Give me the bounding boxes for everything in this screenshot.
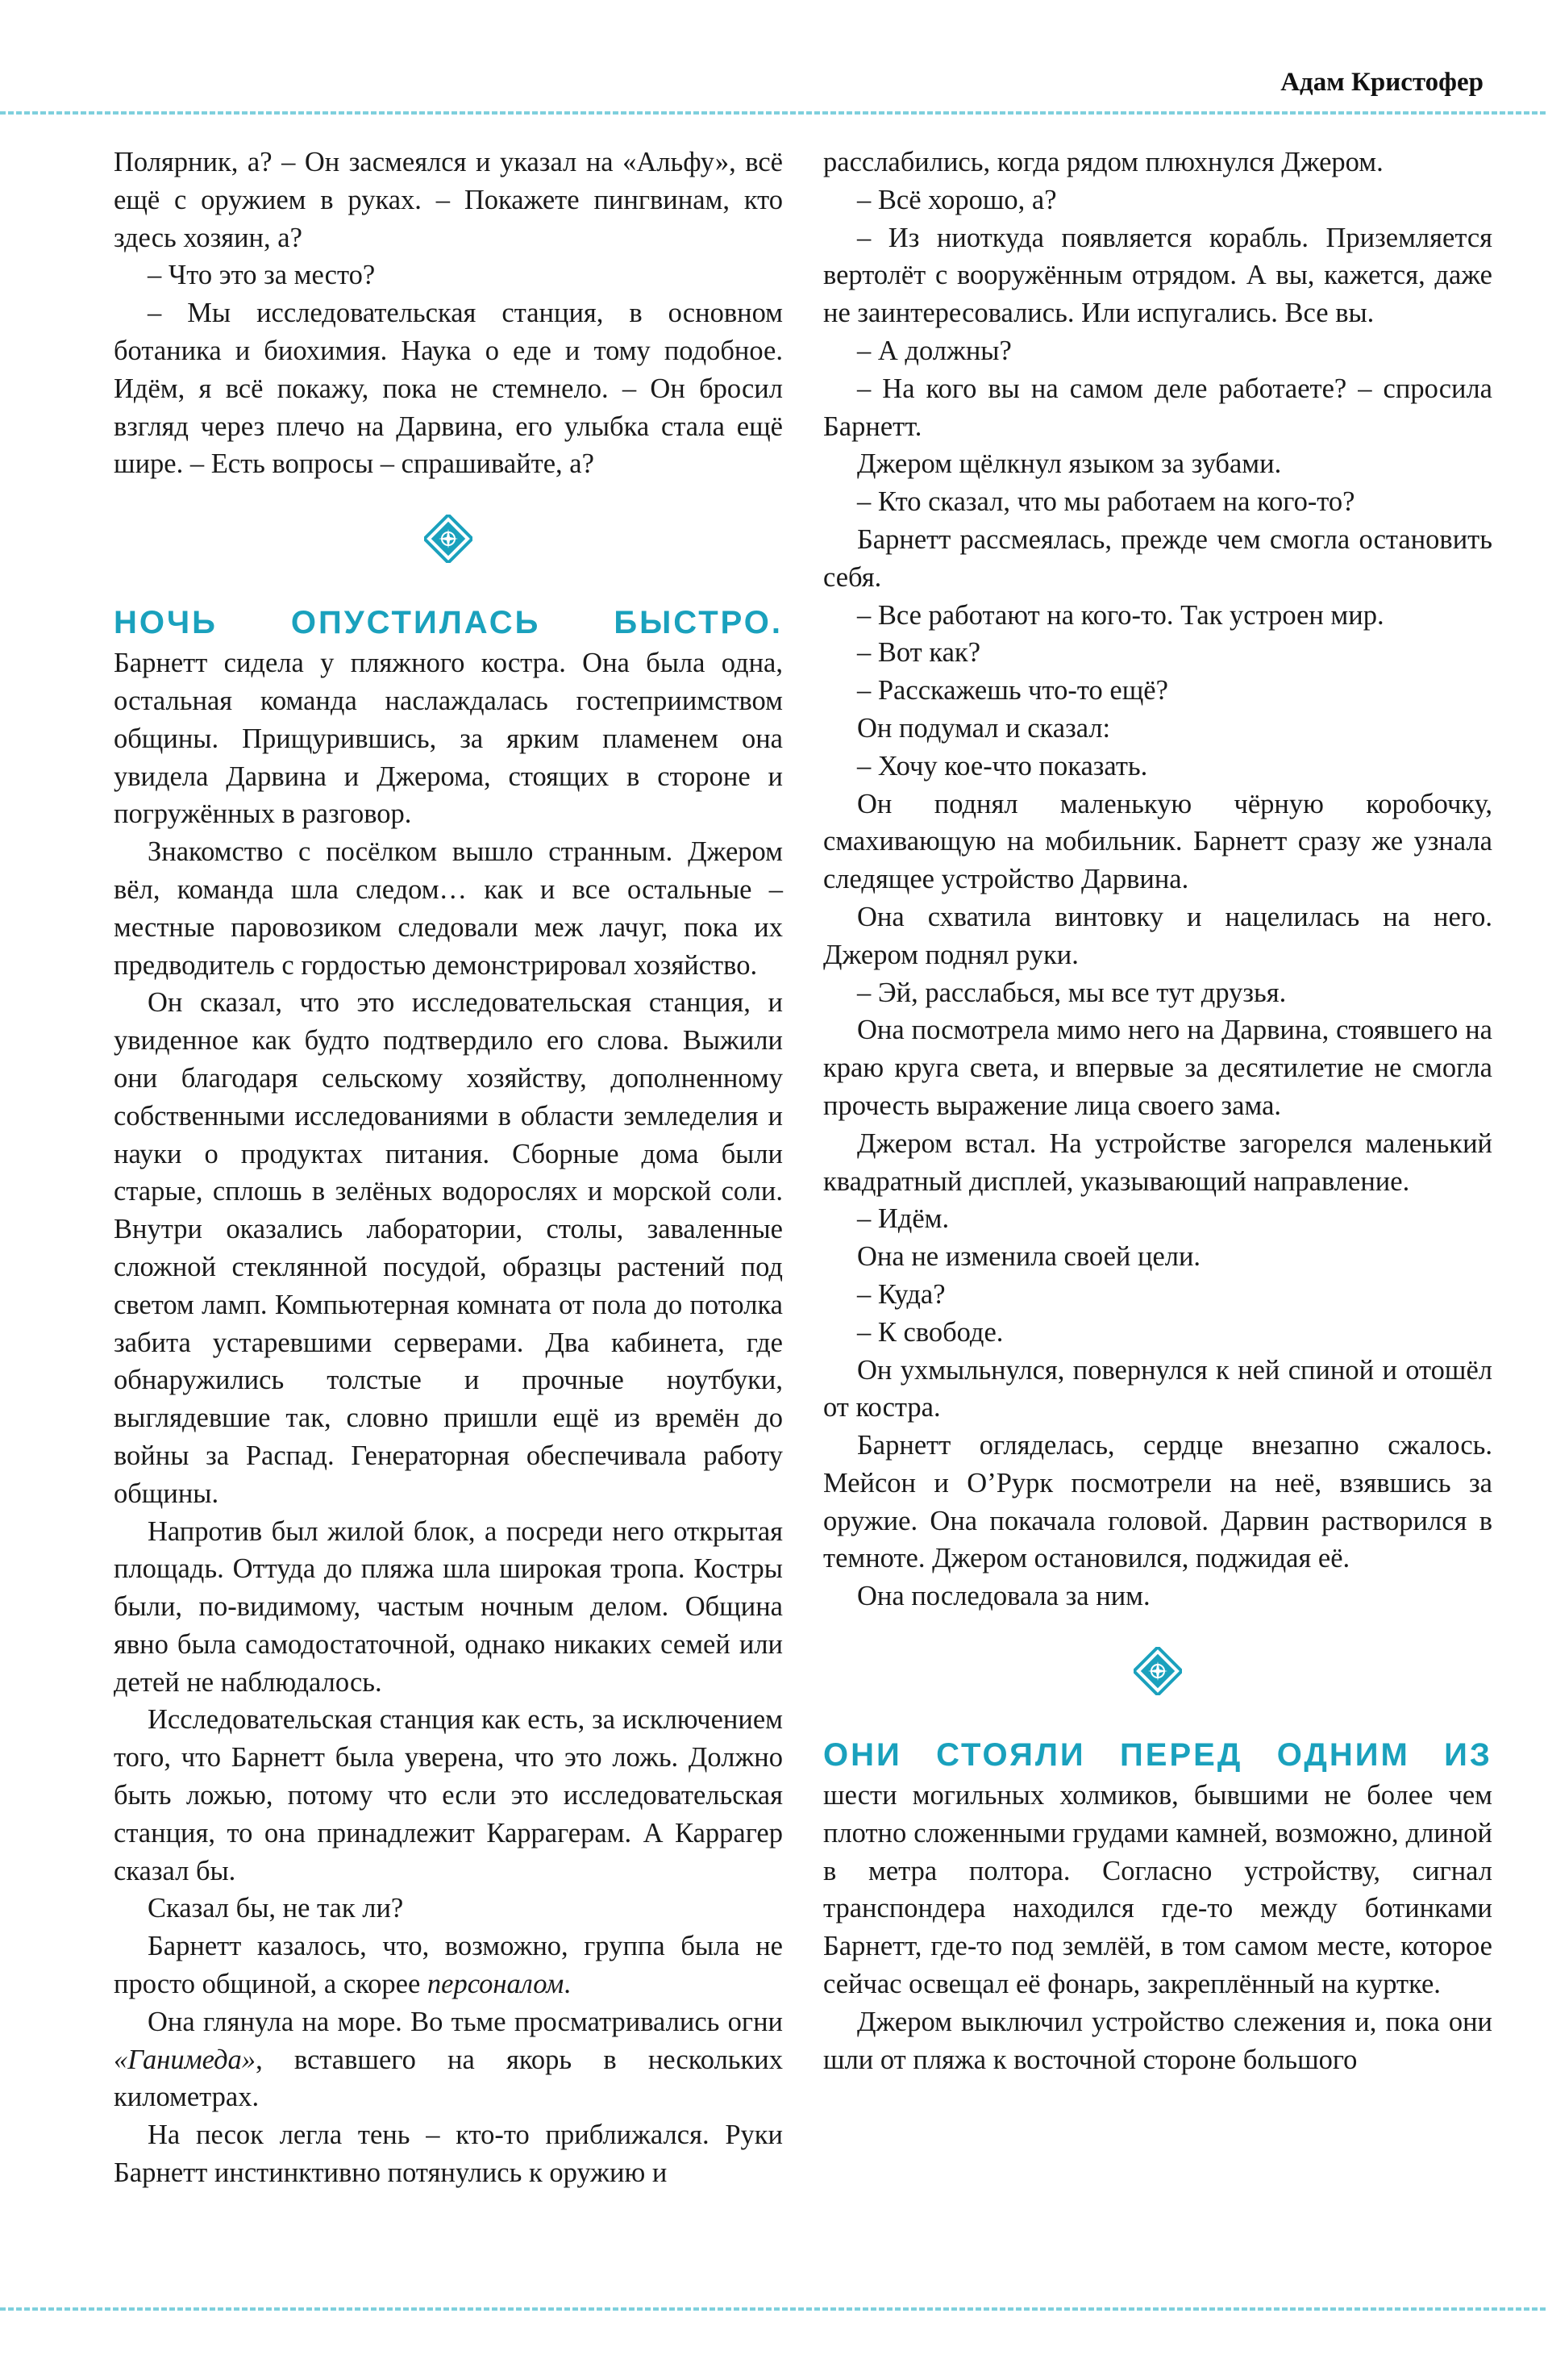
- paragraph: Сказал бы, не так ли?: [148, 1893, 404, 1924]
- section-heading: НОЧЬ ОПУСТИЛАСЬ БЫСТРО.: [114, 605, 783, 641]
- paragraph: – Вот как?: [857, 637, 981, 669]
- paragraph: Полярник, а? – Он засмеялся и указал на «Альфу», всё ещё с оружием в руках. – Покажете пингвинам, кто здесь хозяин, а?: [114, 147, 783, 253]
- paragraph: – Из ниоткуда появляется корабль. Приземляется вертолёт с вооружённым отрядом. А вы, кажется, даже не заинтересовались. Или испугались. Все вы.: [823, 222, 1492, 329]
- text-run: , вставшего на якорь в нескольких километрах.: [114, 2044, 783, 2113]
- paragraph: Джером выключил устройство слежения и, пока они шли от пляжа к восточной стороне большого: [823, 2006, 1492, 2075]
- paragraph: Барнетт огляделась, сердце внезапно сжалось. Мейсон и О’Рурк посмотрели на неё, взявшись за оружие. Она покачала головой. Дарвин растворился в темноте. Джером остановился, поджидая её.: [823, 1430, 1492, 1574]
- paragraph: – Кто сказал, что мы работаем на кого-то?: [857, 486, 1355, 518]
- emphasis: персоналом: [427, 1969, 564, 2000]
- paragraph: [114, 1928, 783, 2003]
- section-divider: [823, 1615, 1492, 1736]
- right-column: [823, 144, 1492, 2078]
- paragraph: Он подумал и сказал:: [857, 712, 1111, 744]
- running-header-author: Адам Кристофер: [1280, 68, 1484, 97]
- paragraph: расслабились, когда рядом плюхнулся Джером.: [823, 147, 1384, 177]
- section-heading: ОНИ СТОЯЛИ ПЕРЕД ОДНИМ ИЗ: [823, 1737, 1492, 1774]
- paragraph: Исследовательская станция как есть, за исключением того, что Барнетт была уверена, что это ложь. Должно быть ложью, потому что если это исследовательская станция, то она принадлежит Каррагерам. А Каррагер сказал бы.: [114, 1704, 783, 1886]
- paragraph: Он ухмыльнулся, повернулся к ней спиной и отошёл от костра.: [823, 1354, 1492, 1423]
- paragraph: Барнетт рассмеялась, прежде чем смогла остановить себя.: [823, 523, 1492, 593]
- left-column: [114, 144, 783, 2192]
- text-run: Она глянула на море. Во тьме просматривались огни: [148, 2006, 783, 2037]
- paragraph: – Идём.: [857, 1203, 950, 1235]
- paragraph: шести могильных холмиков, бывшими не более чем плотно сложенными грудами камней, возможно, длиной в метра полтора. Согласно устройству, сигнал транспондера находился где-то между ботинками Барнетт, где-то под землёй, в том самом месте, которое сейчас освещал её фонарь, закреплённый на куртке.: [823, 1780, 1492, 2000]
- paragraph: [114, 2003, 783, 2116]
- text-run: .: [564, 1969, 571, 2000]
- text-run: Барнетт казалось, что, возможно, группа была не просто общиной, а скорее: [114, 1931, 783, 2000]
- bottom-rule: [0, 2307, 1548, 2311]
- paragraph: Она схватила винтовку и нацелилась на него. Джером поднял руки.: [823, 901, 1492, 970]
- paragraph: Он сказал, что это исследовательская станция, и увиденное как будто подтвердило его слова. Выжили они благодаря сельскому хозяйству, дополненному собственными исследованиями в области земледелия и науки о продуктах питания. Сборные дома были старые, сплошь в зелёных водорослях и морской соли. Внутри оказались лаборатории, столы, заваленные сложной стеклянной посудой, образцы растений под светом ламп. Компьютерная комната от пола до потолка забита устаревшими серверами. Два кабинета, где обнаружились толстые и прочные ноутбуки, выглядевшие так, словно пришли ещё из времён до войны за Распад. Генераторная обеспечивала работу общины.: [114, 987, 783, 1509]
- paragraph: На песок легла тень – кто-то приближался. Руки Барнетт инстинктивно потянулись к оружию и: [114, 2119, 783, 2189]
- paragraph: Он поднял маленькую чёрную коробочку, смахивающую на мобильник. Барнетт сразу же узнала следящее устройство Дарвина.: [823, 788, 1492, 895]
- paragraph: – На кого вы на самом деле работаете? – спросила Барнетт.: [823, 373, 1492, 442]
- paragraph: – Эй, расслабься, мы все тут друзья.: [857, 977, 1287, 1008]
- diamond-compass-ornament-icon: [1134, 1647, 1182, 1706]
- paragraph: – К свободе.: [857, 1316, 1004, 1348]
- paragraph: – Мы исследовательская станция, в основном ботаника и биохимия. Наука о еде и тому подобное. Идём, я всё покажу, пока не стемнело. – Он бросил взгляд через плечо на Дарвина, его улыбка стала ещё шире. – Есть вопросы – спрашивайте, а?: [114, 298, 783, 480]
- paragraph: – Всё хорошо, а?: [857, 184, 1057, 215]
- diamond-compass-ornament-icon: [424, 515, 472, 573]
- section-divider: [114, 483, 783, 604]
- paragraph: Знакомство с посёлком вышло странным. Джером вёл, команда шла следом… как и все остальные – местные паровозиком следовали меж лачуг, пока их предводитель с гордостью демонстрировал хозяйство.: [114, 836, 783, 981]
- paragraph: Напротив был жилой блок, а посреди него открытая площадь. Оттуда до пляжа шла широкая тропа. Костры были, по-видимому, частым ночным делом. Община явно была самодостаточной, однако никаких семей или детей не наблюдалось.: [114, 1515, 783, 1698]
- paragraph: – Что это за место?: [148, 260, 376, 291]
- top-rule: [0, 110, 1548, 115]
- paragraph: Барнетт сидела у пляжного костра. Она была одна, остальная команда наслаждалась гостеприимством общины. Прищурившись, за ярким пламенем она увидела Дарвина и Джерома, стоящих в стороне и погружённых в разговор.: [114, 648, 783, 830]
- paragraph: – Куда?: [857, 1278, 946, 1310]
- paragraph: Она последовала за ним.: [857, 1581, 1151, 1612]
- paragraph: Она не изменила своей цели.: [857, 1241, 1201, 1273]
- paragraph: Джером встал. На устройстве загорелся маленький квадратный дисплей, указывающий направление.: [823, 1127, 1492, 1197]
- paragraph: – Все работают на кого-то. Так устроен мир.: [857, 599, 1384, 631]
- paragraph: – Расскажешь что-то ещё?: [857, 675, 1168, 706]
- paragraph: – Хочу кое-что показать.: [857, 750, 1148, 782]
- paragraph: – А должны?: [857, 335, 1012, 366]
- paragraph: Джером щёлкнул языком за зубами.: [857, 448, 1282, 480]
- paragraph: Она посмотрела мимо него на Дарвина, стоявшего на краю круга света, и впервые за десятилетие не смогла прочесть выражение лица своего зама.: [823, 1015, 1492, 1121]
- emphasis: «Ганимеда»: [114, 2044, 256, 2075]
